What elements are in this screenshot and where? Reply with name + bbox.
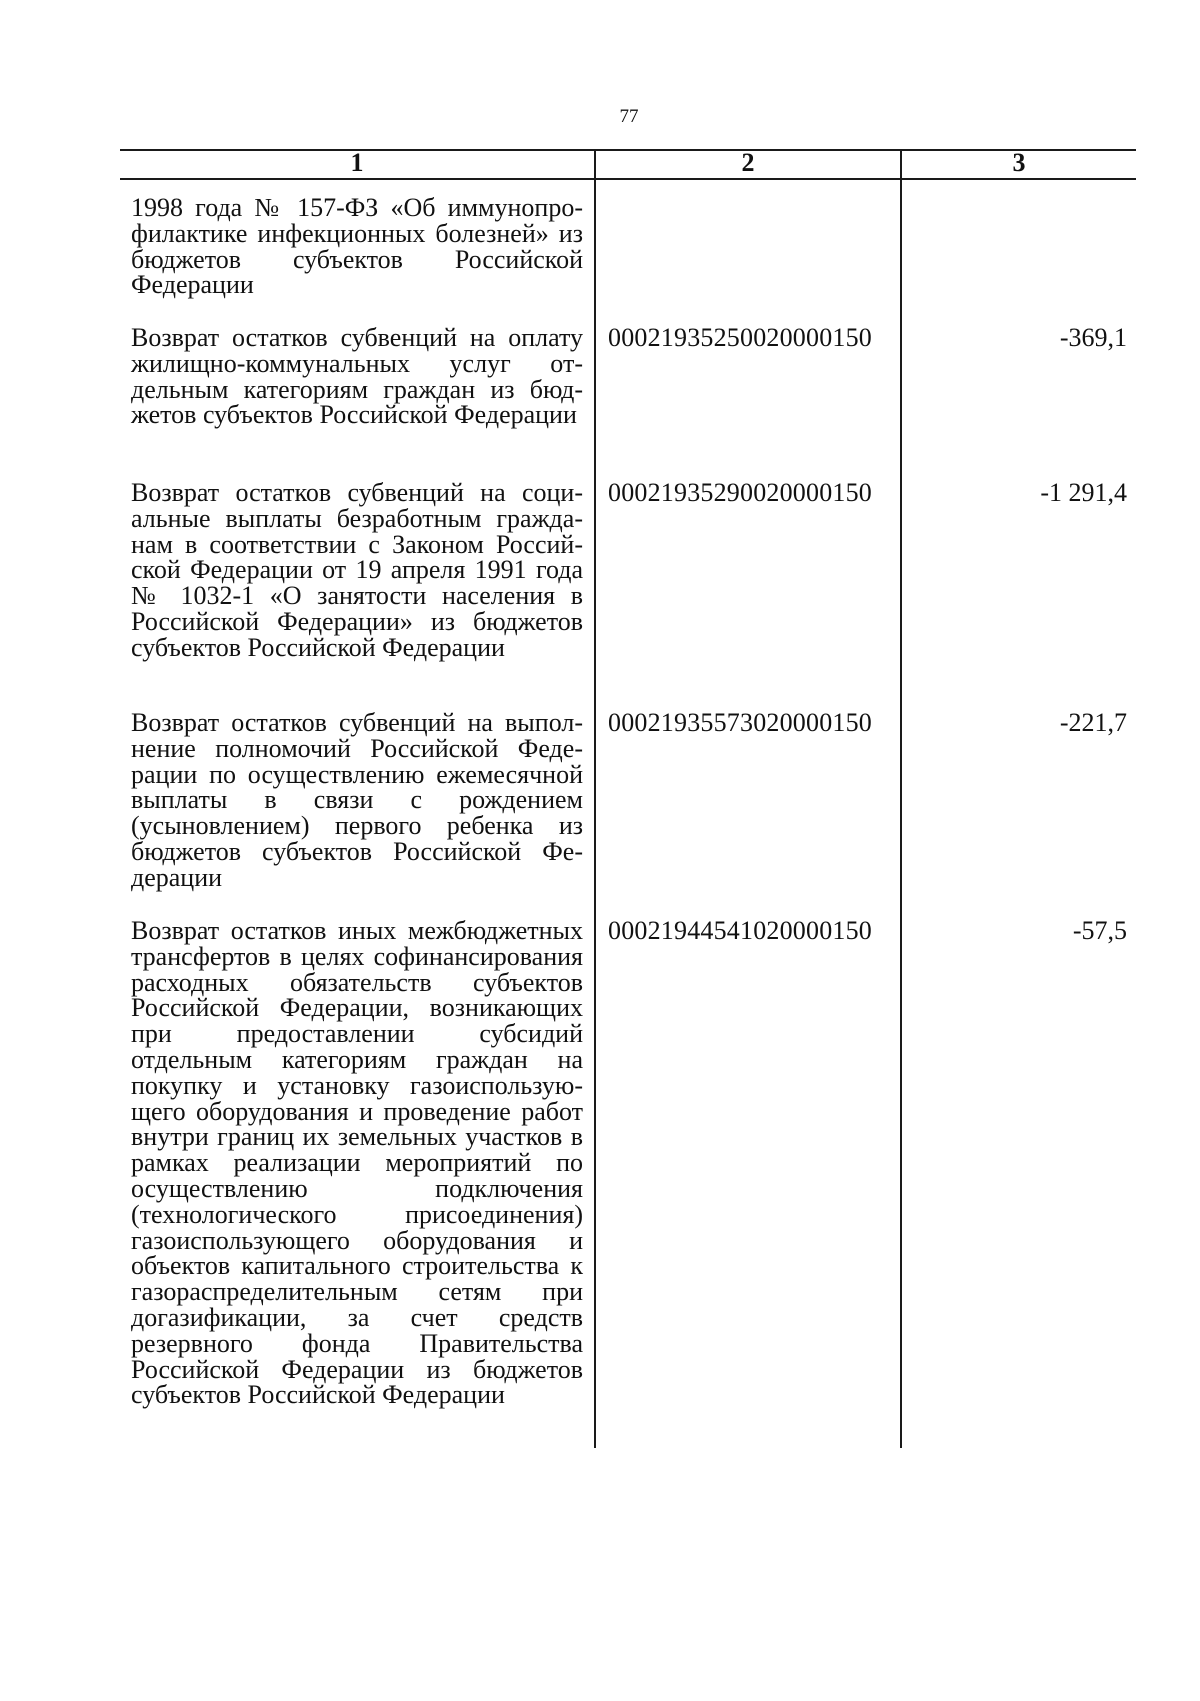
table-row-code: 00021935290020000150 xyxy=(608,478,872,507)
column-divider-1 xyxy=(594,149,596,1448)
page-number: 77 xyxy=(619,106,639,127)
table-row-amount: -57,5 xyxy=(1072,916,1127,945)
table-row-code: 00021944541020000150 xyxy=(608,916,872,945)
table-row-code: 00021935573020000150 xyxy=(608,708,872,737)
table-row-description: Возврат остатков субвенций на выполнение полномочий Российской Федерации по осуществлению ежемесячной выплаты в связи с рождением (усыновлением) первого ребенка из бюджетов субъектов Российской Федерации xyxy=(131,708,583,892)
table-row-amount: -369,1 xyxy=(1059,323,1127,352)
table-header-rule xyxy=(120,178,1136,180)
column-header-3: 3 xyxy=(1012,148,1026,177)
column-divider-2 xyxy=(900,149,902,1448)
table-row-description: 1998 года № 157-ФЗ «Об иммунопрофилактике инфекционных болезней» из бюджетов субъектов Российской Федерации xyxy=(131,193,583,300)
table-row-description: Возврат остатков субвенций на оплату жилищно-коммунальных услуг отдельным категориям граждан из бюджетов субъектов Российской Федерации xyxy=(131,323,583,430)
table-row-amount: -221,7 xyxy=(1059,708,1127,737)
column-header-2: 2 xyxy=(741,148,755,177)
table-row-description: Возврат остатков иных межбюджетных трансфертов в целях софинансирования расходных обязательств субъектов Российской Федерации, возникающих при предоставлении субсидий отдельным категориям граждан на покупку и установку газоиспользующего оборудования и проведение работ внутри границ их земельных участков в рамках реализации мероприятий по осуществлению подключения (технологического присоединения) газоиспользующего оборудования и объектов капитального строительства к газораспределительным сетям при догазификации, за счет средств резервного фонда Правительства Российской Федерации из бюджетов субъектов Российской Федерации xyxy=(131,916,583,1410)
column-header-1: 1 xyxy=(350,148,364,177)
table-row-amount: -1 291,4 xyxy=(1040,478,1127,507)
table-row-code: 00021935250020000150 xyxy=(608,323,872,352)
table-row-description: Возврат остатков субвенций на социальные выплаты безработным гражданам в соответствии с Законом Российской Федерации от 19 апреля 1991 года № 1032-1 «О занятости населения в Российской Федерации» из бюджетов субъектов Российской Федерации xyxy=(131,478,583,662)
